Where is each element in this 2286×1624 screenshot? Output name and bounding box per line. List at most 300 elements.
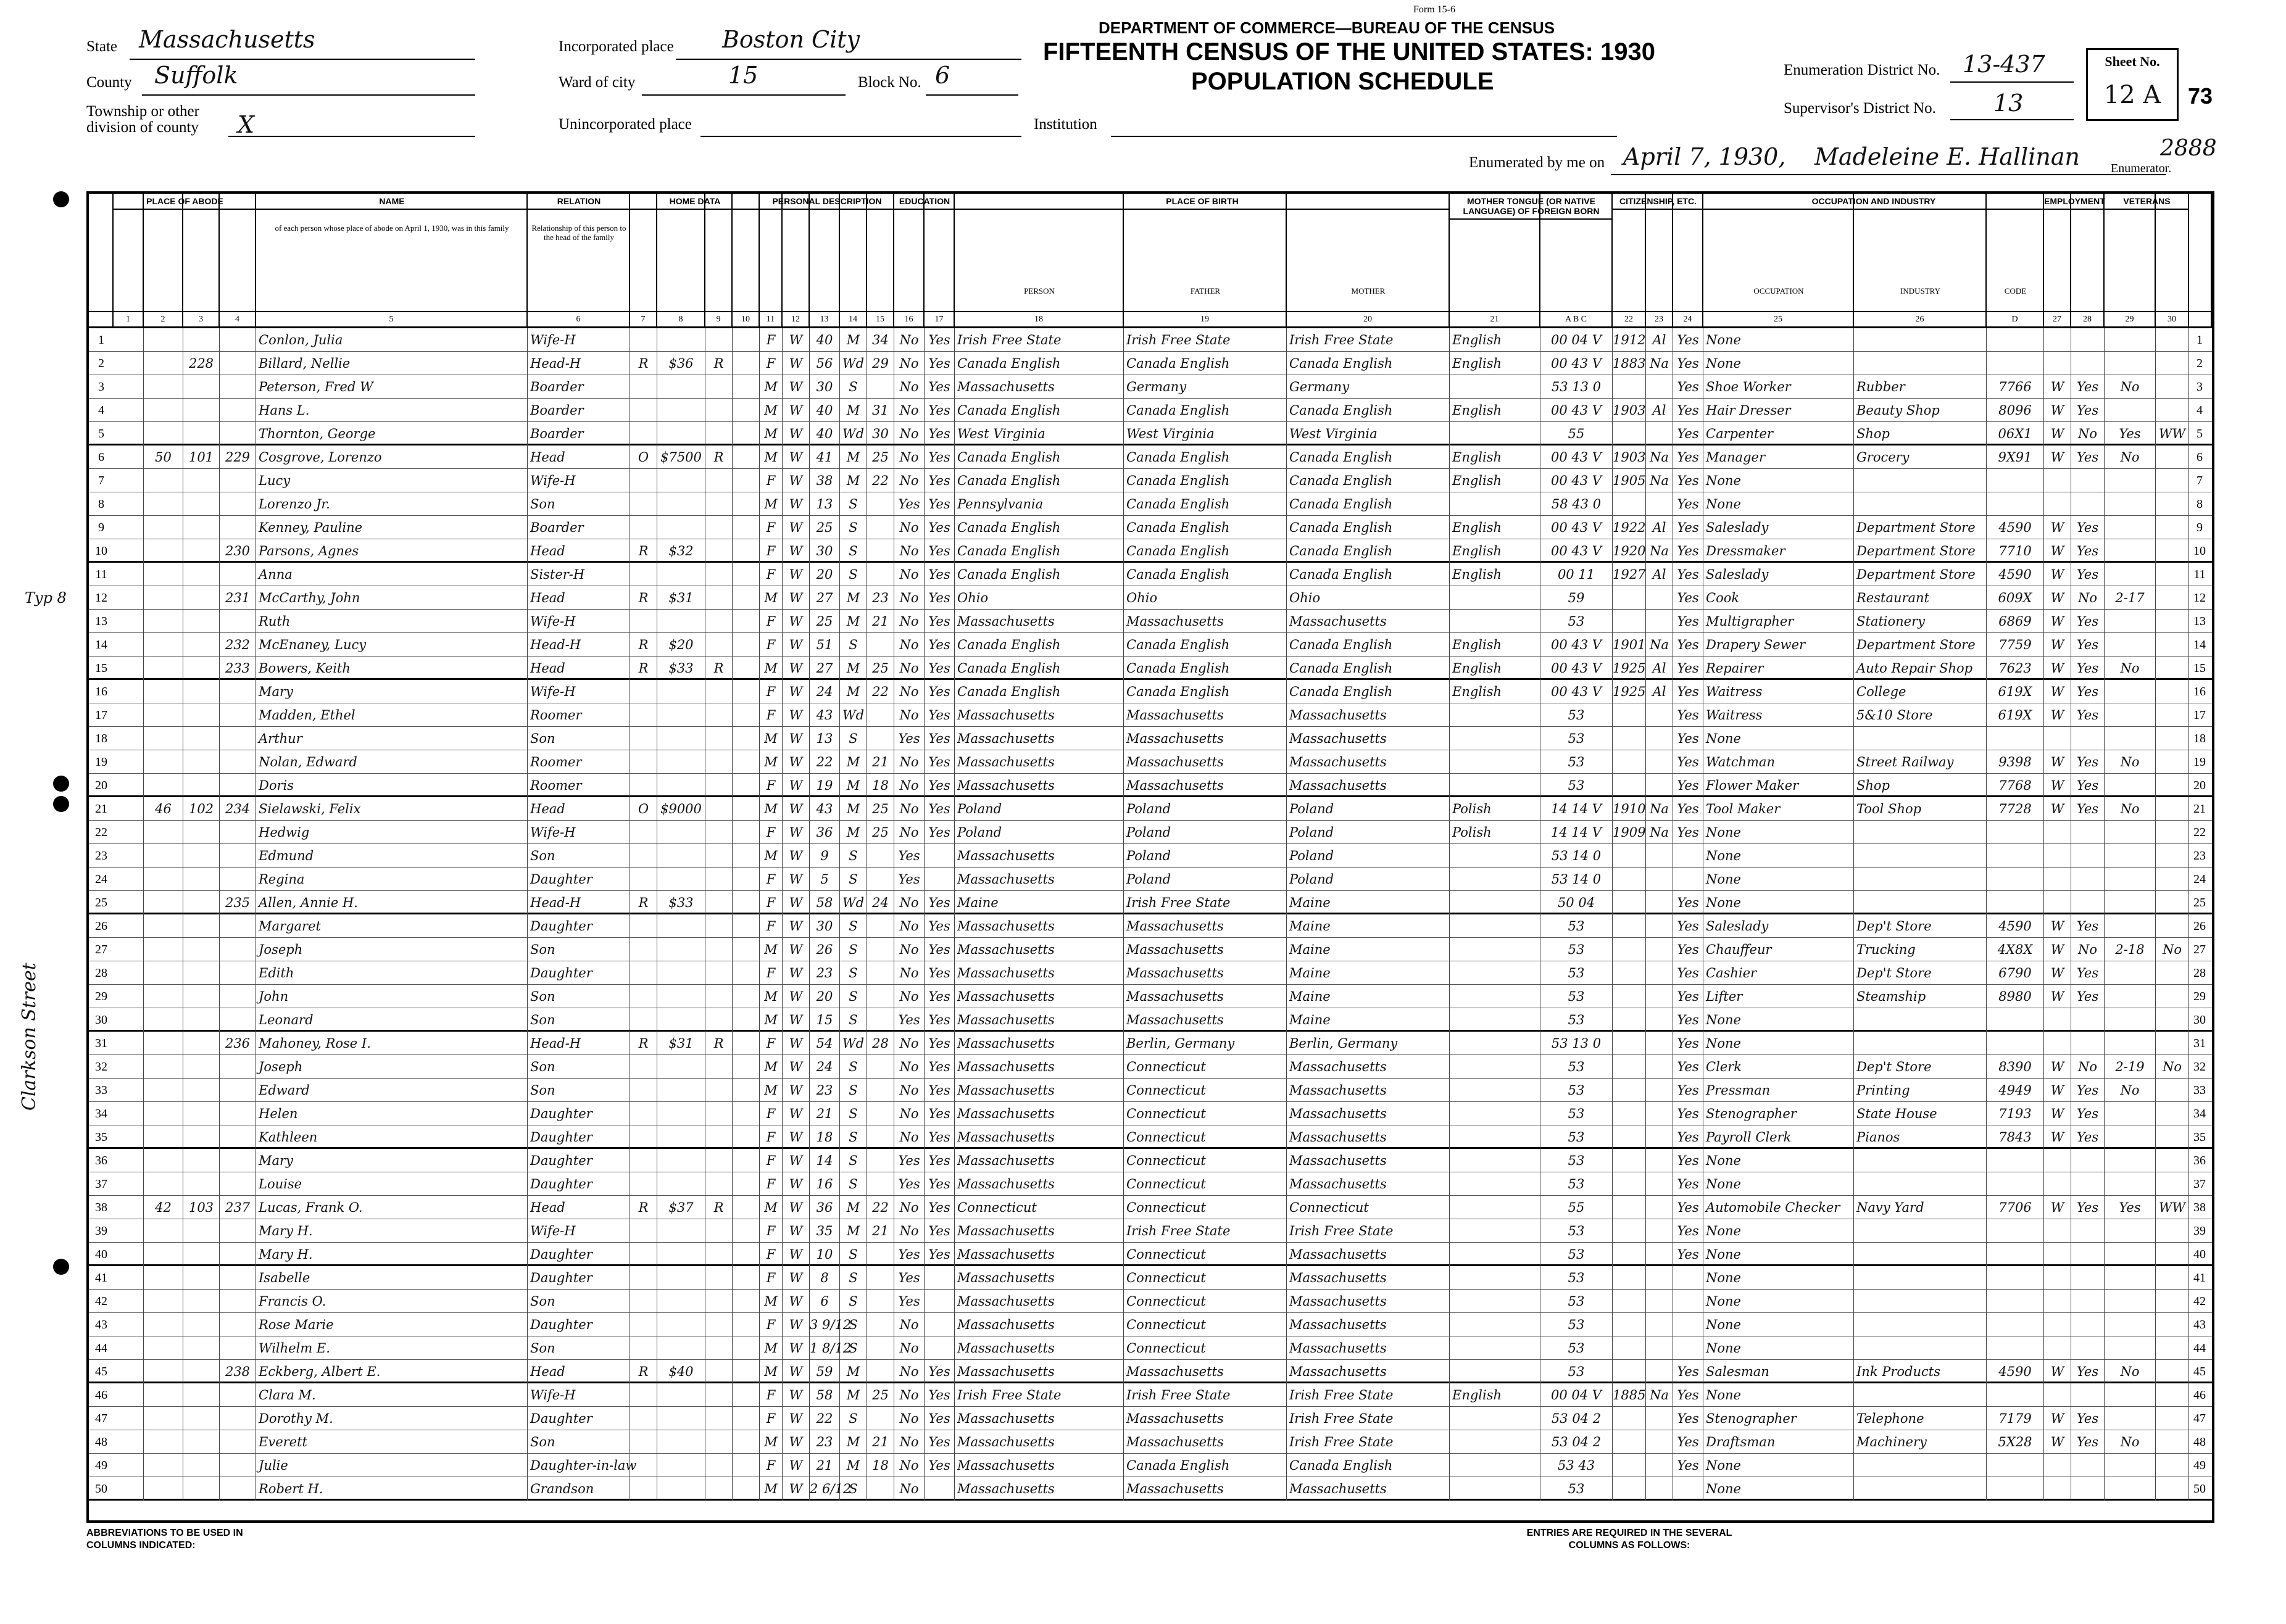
line-number-left: 6 xyxy=(98,450,104,464)
cell-street xyxy=(114,703,144,727)
cell-nat: Na xyxy=(1646,539,1673,563)
cell-imm: 1883 xyxy=(1613,352,1646,375)
cell-name: Mary xyxy=(256,1149,528,1172)
cell-school: No xyxy=(894,586,925,610)
cell-farm xyxy=(733,961,760,985)
column-number-occ: 25 xyxy=(1703,311,1854,328)
table-row xyxy=(89,727,2212,750)
cell-radio xyxy=(705,1430,733,1454)
line-number-left: 29 xyxy=(95,990,107,1003)
cell-house xyxy=(144,1290,183,1313)
cell-work xyxy=(2071,868,2105,891)
line-number-right: 38 xyxy=(2193,1201,2206,1214)
line-number-right: 42 xyxy=(2193,1295,2206,1308)
cell-val xyxy=(657,516,705,539)
cell-vet: 2-18 xyxy=(2105,938,2156,961)
cell-read: Yes xyxy=(925,352,955,375)
sheet-box xyxy=(2086,48,2179,121)
cell-house xyxy=(144,1055,183,1079)
cell-mar: S xyxy=(840,1407,867,1430)
sub-header-name: of each person whose place of abode on April 1, 1930, was in this family xyxy=(275,223,509,233)
punch-hole xyxy=(53,191,69,207)
cell-val xyxy=(657,961,705,985)
cell-mar: M xyxy=(840,469,867,492)
cell-nat: Na xyxy=(1646,469,1673,492)
cell-cls: W xyxy=(2044,657,2071,680)
group-header-home: HOME DATA xyxy=(630,196,760,210)
cell-street xyxy=(114,1032,144,1055)
cell-tongue: English xyxy=(1450,1383,1540,1407)
cell-ind xyxy=(1854,469,1987,492)
cell-ocode xyxy=(1987,1219,2044,1243)
cell-read: Yes xyxy=(925,1032,955,1055)
cell-ind: Printing xyxy=(1854,1079,1987,1102)
line-number-left: 20 xyxy=(95,779,107,792)
cell-eng: Yes xyxy=(1673,1360,1703,1383)
cell-bf: Connecticut xyxy=(1124,1313,1287,1336)
cell-mar: S xyxy=(840,1313,867,1336)
cell-vet xyxy=(2105,610,2156,633)
column-header-cls xyxy=(2044,194,2071,311)
cell-read: Yes xyxy=(925,961,955,985)
cell-bp: Canada English xyxy=(955,352,1124,375)
cell-vet: 2-19 xyxy=(2105,1055,2156,1079)
cell-ocode: 619X xyxy=(1987,680,2044,703)
cell-ocode: 6790 xyxy=(1987,961,2044,985)
cell-agemar xyxy=(867,868,894,891)
cell-farm xyxy=(733,1055,760,1079)
cell-age: 24 xyxy=(810,680,840,703)
cell-occ: None xyxy=(1703,868,1854,891)
cell-ocode: 4949 xyxy=(1987,1079,2044,1102)
line-col-head-right xyxy=(2187,194,2212,311)
cell-mar: M xyxy=(840,750,867,774)
cell-nat xyxy=(1646,1032,1673,1055)
cell-family: 238 xyxy=(220,1360,256,1383)
form-number: Form 15-6 xyxy=(1413,4,1455,15)
cell-bf: Massachusetts xyxy=(1124,750,1287,774)
sub-header-bm: MOTHER xyxy=(1351,286,1386,296)
cell-bp: Canada English xyxy=(955,399,1124,422)
cell-tongue xyxy=(1450,1196,1540,1219)
cell-family xyxy=(220,961,256,985)
cell-ocode xyxy=(1987,1266,2044,1290)
column-header-own xyxy=(630,194,657,311)
cell-bm: Maine xyxy=(1287,914,1450,938)
cell-code: 53 xyxy=(1540,1360,1613,1383)
cell-family xyxy=(220,399,256,422)
cell-name: Thornton, George xyxy=(256,422,528,445)
cell-own xyxy=(630,844,657,868)
cell-ocode xyxy=(1987,1383,2044,1407)
cell-agemar xyxy=(867,703,894,727)
cell-farm xyxy=(733,445,760,469)
cell-cls xyxy=(2044,844,2071,868)
cell-cls xyxy=(2044,1243,2071,1266)
cell-imm xyxy=(1613,703,1646,727)
cell-own xyxy=(630,610,657,633)
column-header-val xyxy=(657,194,705,311)
cell-name: Julie xyxy=(256,1454,528,1477)
cell-radio xyxy=(705,492,733,516)
unincorporated-label: Unincorporated place xyxy=(559,116,692,133)
line-number-right: 25 xyxy=(2193,896,2206,909)
cell-name: Lucas, Frank O. xyxy=(256,1196,528,1219)
cell-occ: None xyxy=(1703,1008,1854,1032)
cell-ind xyxy=(1854,1243,1987,1266)
cell-read: Yes xyxy=(925,1149,955,1172)
cell-read: Yes xyxy=(925,1243,955,1266)
cell-agemar xyxy=(867,516,894,539)
table-row xyxy=(89,492,2212,516)
cell-house xyxy=(144,1149,183,1172)
line-number-left: 40 xyxy=(95,1248,107,1261)
cell-bm: Irish Free State xyxy=(1287,1430,1450,1454)
cell-occ: Chauffeur xyxy=(1703,938,1854,961)
cell-occ: None xyxy=(1703,1266,1854,1290)
enum-district-label: Enumeration District No. xyxy=(1784,62,1940,78)
cell-bp: Massachusetts xyxy=(955,914,1124,938)
cell-nat xyxy=(1646,1243,1673,1266)
column-header-house xyxy=(144,194,183,311)
cell-street xyxy=(114,445,144,469)
cell-vet xyxy=(2105,703,2156,727)
cell-vet xyxy=(2105,727,2156,750)
cell-read: Yes xyxy=(925,774,955,797)
cell-ocode: 8390 xyxy=(1987,1055,2044,1079)
line-number-right: 19 xyxy=(2193,755,2206,769)
cell-val xyxy=(657,1243,705,1266)
cell-bp: Canada English xyxy=(955,445,1124,469)
cell-age: 24 xyxy=(810,1055,840,1079)
cell-ind: Stationery xyxy=(1854,610,1987,633)
cell-bm: West Virginia xyxy=(1287,422,1450,445)
cell-sex: F xyxy=(760,868,783,891)
cell-war xyxy=(2156,1149,2189,1172)
cell-own xyxy=(630,1313,657,1336)
cell-family xyxy=(220,868,256,891)
cell-house xyxy=(144,1125,183,1149)
cell-ind xyxy=(1854,1313,1987,1336)
cell-age: 23 xyxy=(810,1079,840,1102)
cell-race: W xyxy=(783,1219,810,1243)
cell-radio xyxy=(705,1149,733,1172)
cell-ocode xyxy=(1987,1032,2044,1055)
column-number-val: 8 xyxy=(657,311,705,328)
cell-sex: M xyxy=(760,399,783,422)
cell-occ: None xyxy=(1703,352,1854,375)
cell-code: 00 04 V xyxy=(1540,328,1613,352)
cell-sex: F xyxy=(760,774,783,797)
enumerated-date: April 7, 1930, xyxy=(1623,143,1786,170)
cell-war xyxy=(2156,328,2189,352)
cell-school: No xyxy=(894,750,925,774)
cell-sex: F xyxy=(760,539,783,563)
cell-read: Yes xyxy=(925,821,955,844)
cell-imm xyxy=(1613,868,1646,891)
cell-imm xyxy=(1613,1336,1646,1360)
cell-cls xyxy=(2044,328,2071,352)
cell-tongue xyxy=(1450,1008,1540,1032)
cell-race: W xyxy=(783,563,810,586)
cell-radio xyxy=(705,868,733,891)
cell-eng: Yes xyxy=(1673,750,1703,774)
table-row xyxy=(89,539,2212,563)
cell-school: No xyxy=(894,797,925,821)
cell-eng: Yes xyxy=(1673,1032,1703,1055)
cell-race: W xyxy=(783,1454,810,1477)
cell-name: Margaret xyxy=(256,914,528,938)
cell-val xyxy=(657,914,705,938)
cell-work xyxy=(2071,1008,2105,1032)
cell-cls: W xyxy=(2044,445,2071,469)
cell-read: Yes xyxy=(925,1383,955,1407)
cell-val xyxy=(657,1008,705,1032)
cell-street xyxy=(114,1336,144,1360)
cell-val xyxy=(657,1477,705,1501)
cell-bm: Massachusetts xyxy=(1287,1266,1450,1290)
column-number-bp: 18 xyxy=(955,311,1124,328)
column-header-race xyxy=(783,194,810,311)
cell-sex: F xyxy=(760,516,783,539)
cell-family xyxy=(220,1102,256,1125)
cell-street xyxy=(114,399,144,422)
cell-val: $33 xyxy=(657,657,705,680)
cell-occ: Flower Maker xyxy=(1703,774,1854,797)
cell-tongue xyxy=(1450,586,1540,610)
cell-imm xyxy=(1613,1196,1646,1219)
cell-name: Nolan, Edward xyxy=(256,750,528,774)
cell-nat xyxy=(1646,1290,1673,1313)
cell-bm: Ohio xyxy=(1287,586,1450,610)
cell-cls xyxy=(2044,1149,2071,1172)
cell-occ: Saleslady xyxy=(1703,516,1854,539)
cell-mar: Wd xyxy=(840,703,867,727)
column-number-ind: 26 xyxy=(1854,311,1987,328)
cell-eng: Yes xyxy=(1673,610,1703,633)
cell-eng: Yes xyxy=(1673,1055,1703,1079)
cell-val xyxy=(657,1079,705,1102)
cell-own xyxy=(630,1055,657,1079)
cell-family xyxy=(220,563,256,586)
cell-agemar: 22 xyxy=(867,680,894,703)
table-row xyxy=(89,1454,2212,1477)
cell-occ: Drapery Sewer xyxy=(1703,633,1854,657)
cell-code: 00 43 V xyxy=(1540,516,1613,539)
cell-age: 6 xyxy=(810,1290,840,1313)
cell-work: Yes xyxy=(2071,1430,2105,1454)
cell-code: 00 43 V xyxy=(1540,469,1613,492)
cell-sex: M xyxy=(760,445,783,469)
column-header-vet xyxy=(2105,194,2156,311)
cell-code: 14 14 V xyxy=(1540,821,1613,844)
cell-house xyxy=(144,399,183,422)
cell-sex: F xyxy=(760,563,783,586)
cell-ind xyxy=(1854,492,1987,516)
cell-code: 53 xyxy=(1540,1290,1613,1313)
line-number-left: 12 xyxy=(95,591,107,605)
cell-name: McEnaney, Lucy xyxy=(256,633,528,657)
cell-farm xyxy=(733,1172,760,1196)
cell-occ: Clerk xyxy=(1703,1055,1854,1079)
cell-house xyxy=(144,938,183,961)
cell-name: Regina xyxy=(256,868,528,891)
cell-mar: S xyxy=(840,985,867,1008)
cell-occ: Saleslady xyxy=(1703,914,1854,938)
cell-tongue xyxy=(1450,1149,1540,1172)
cell-race: W xyxy=(783,1149,810,1172)
cell-street xyxy=(114,1407,144,1430)
cell-bf: Poland xyxy=(1124,821,1287,844)
sub-header-occ: OCCUPATION xyxy=(1753,286,1804,296)
cell-farm xyxy=(733,516,760,539)
group-header-birth: PLACE OF BIRTH xyxy=(955,196,1450,210)
cell-ocode: 7759 xyxy=(1987,633,2044,657)
cell-street xyxy=(114,1219,144,1243)
cell-house xyxy=(144,1313,183,1336)
cell-occ: Stenographer xyxy=(1703,1407,1854,1430)
cell-nat xyxy=(1646,1477,1673,1501)
cell-sex: F xyxy=(760,1243,783,1266)
cell-agemar: 25 xyxy=(867,657,894,680)
cell-race: W xyxy=(783,1477,810,1501)
line-number-left: 32 xyxy=(95,1060,107,1074)
cell-street xyxy=(114,938,144,961)
line-number-left: 15 xyxy=(95,661,107,675)
cell-sex: F xyxy=(760,633,783,657)
cell-nat: Al xyxy=(1646,657,1673,680)
cell-mar: S xyxy=(840,914,867,938)
cell-own xyxy=(630,727,657,750)
cell-cls: W xyxy=(2044,563,2071,586)
cell-radio xyxy=(705,938,733,961)
cell-occ: Salesman xyxy=(1703,1360,1854,1383)
cell-race: W xyxy=(783,1008,810,1032)
cell-own xyxy=(630,774,657,797)
cell-work xyxy=(2071,1383,2105,1407)
cell-read: Yes xyxy=(925,1407,955,1430)
cell-street xyxy=(114,914,144,938)
cell-tongue: English xyxy=(1450,563,1540,586)
block-value: 6 xyxy=(935,62,950,89)
line-number-right: 30 xyxy=(2193,1013,2206,1027)
line-number-right: 17 xyxy=(2193,708,2206,722)
cell-occ: None xyxy=(1703,844,1854,868)
cell-own: R xyxy=(630,657,657,680)
cell-occ: Multigrapher xyxy=(1703,610,1854,633)
cell-house xyxy=(144,1477,183,1501)
cell-school: No xyxy=(894,891,925,914)
column-number-farm: 10 xyxy=(733,311,760,328)
cell-farm xyxy=(733,1102,760,1125)
cell-age: 15 xyxy=(810,1008,840,1032)
cell-farm xyxy=(733,657,760,680)
cell-school: Yes xyxy=(894,1290,925,1313)
cell-school: Yes xyxy=(894,1266,925,1290)
cell-ocode: 7193 xyxy=(1987,1102,2044,1125)
cell-race: W xyxy=(783,657,810,680)
cell-dwelling xyxy=(183,1079,220,1102)
column-number-race: 12 xyxy=(783,311,810,328)
cell-work: Yes xyxy=(2071,1196,2105,1219)
table-row xyxy=(89,422,2212,445)
column-header-agemar xyxy=(867,194,894,311)
cell-family xyxy=(220,1290,256,1313)
cell-val xyxy=(657,727,705,750)
cell-vet: No xyxy=(2105,750,2156,774)
cell-age: 13 xyxy=(810,492,840,516)
cell-occ: None xyxy=(1703,1149,1854,1172)
cell-race: W xyxy=(783,703,810,727)
cell-read: Yes xyxy=(925,610,955,633)
cell-age: 10 xyxy=(810,1243,840,1266)
column-number-name: 5 xyxy=(256,311,528,328)
cell-war xyxy=(2156,1102,2189,1125)
cell-dwelling xyxy=(183,703,220,727)
cell-age: 38 xyxy=(810,469,840,492)
cell-bf: Canada English xyxy=(1124,516,1287,539)
cell-sex: F xyxy=(760,610,783,633)
cell-nat xyxy=(1646,1172,1673,1196)
cell-family xyxy=(220,914,256,938)
cell-school: No xyxy=(894,1430,925,1454)
cell-school: No xyxy=(894,375,925,399)
cell-bm: Massachusetts xyxy=(1287,727,1450,750)
cell-mar: M xyxy=(840,774,867,797)
cell-tongue xyxy=(1450,1079,1540,1102)
cell-school: No xyxy=(894,1313,925,1336)
table-row xyxy=(89,914,2212,938)
cell-ind xyxy=(1854,1477,1987,1501)
cell-agemar xyxy=(867,1102,894,1125)
line-number-left: 21 xyxy=(95,802,107,816)
cell-work xyxy=(2071,352,2105,375)
cell-farm xyxy=(733,680,760,703)
cell-dwelling xyxy=(183,891,220,914)
cell-race: W xyxy=(783,891,810,914)
cell-tongue xyxy=(1450,1266,1540,1290)
cell-eng: Yes xyxy=(1673,1125,1703,1149)
line-number-left: 7 xyxy=(98,474,104,487)
cell-name: Leonard xyxy=(256,1008,528,1032)
cell-ocode xyxy=(1987,1477,2044,1501)
cell-family xyxy=(220,1454,256,1477)
cell-farm xyxy=(733,1454,760,1477)
cell-age: 27 xyxy=(810,586,840,610)
cell-house xyxy=(144,328,183,352)
line-number-left: 19 xyxy=(95,755,107,769)
cell-code: 14 14 V xyxy=(1540,797,1613,821)
cell-occ: Dressmaker xyxy=(1703,539,1854,563)
column-number-tongue: 21 xyxy=(1450,311,1540,328)
table-row xyxy=(89,938,2212,961)
column-number-code: A B C xyxy=(1540,311,1613,328)
cell-rel: Boarder xyxy=(528,516,630,539)
cell-radio xyxy=(705,1219,733,1243)
cell-dwelling xyxy=(183,680,220,703)
cell-street xyxy=(114,1149,144,1172)
cell-dwelling xyxy=(183,1125,220,1149)
line-number-right: 29 xyxy=(2193,990,2206,1003)
cell-ocode: 609X xyxy=(1987,586,2044,610)
cell-house xyxy=(144,774,183,797)
cell-street xyxy=(114,1102,144,1125)
cell-bp: Massachusetts xyxy=(955,750,1124,774)
cell-mar: S xyxy=(840,868,867,891)
line-number-right: 12 xyxy=(2193,591,2206,605)
cell-eng: Yes xyxy=(1673,1407,1703,1430)
line-number-right: 9 xyxy=(2197,521,2203,534)
